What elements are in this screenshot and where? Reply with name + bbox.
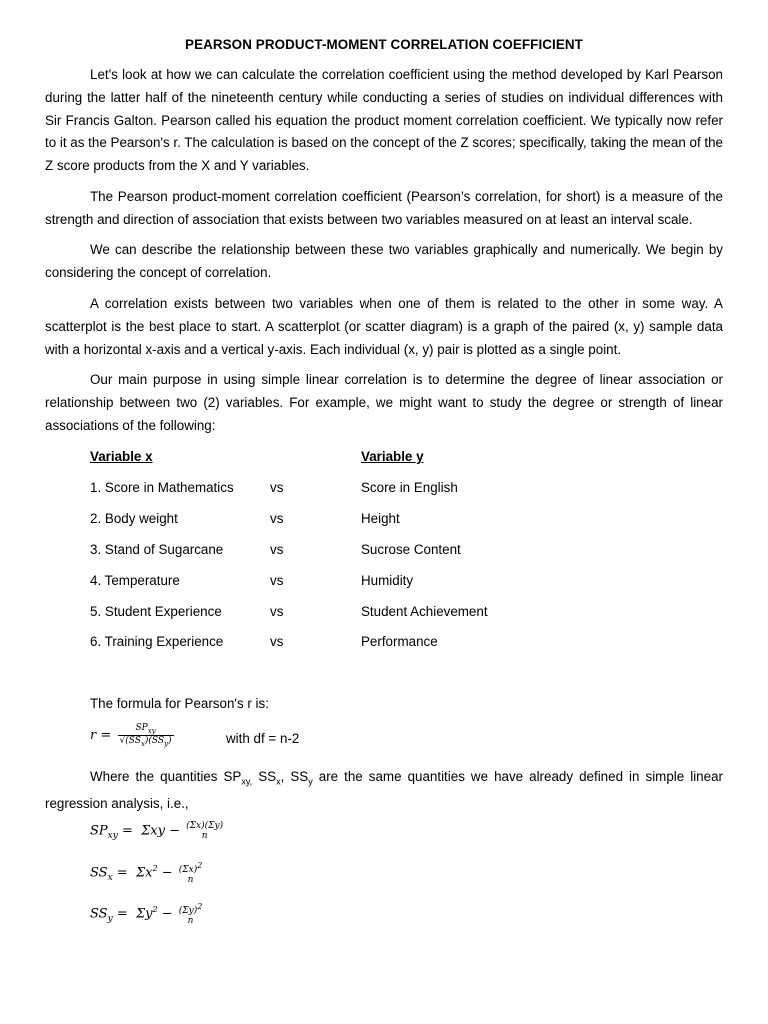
degrees-of-freedom-note: with df = n-2 (226, 731, 300, 746)
paragraph-scatterplot: A correlation exists between two variables when one of them is related to the other in some way. A scatterplot is the best place to start. A scatterplot (or scatter diagram) is a graph of the paired (x, y) sample data with a horizontal x-axis and a vertical y-axis. Each individual (x, y) pair is plotted as a single point. (45, 296, 723, 357)
table-row-x: 1. Score in Mathematics (90, 480, 234, 495)
table-row-y: Student Achievement (361, 604, 488, 619)
table-row-y: Height (361, 511, 400, 526)
paragraph-purpose: Our main purpose in using simple linear correlation is to determine the degree of linear association or relationship between two (2) variables. For example, we might want to study the degree or strength of linear associations of the following: (45, 372, 723, 433)
table-row-y: Sucrose Content (361, 542, 461, 557)
paragraph-relationship: We can describe the relationship between these two variables graphically and numerically. We begin by considering the concept of correlation. (45, 242, 723, 280)
table-row-vs: vs (270, 480, 284, 495)
table-row-vs: vs (270, 511, 284, 526)
sp-xy-formula: $SP_{xy} = \Sigma xy$ − (Σx)(Σy) n (90, 821, 224, 842)
paragraph-intro: Let's look at how we can calculate the correlation coefficient using the method developed by Karl Pearson during the latter half of the nineteenth century while conducting a series of studies on individual differences with Sir Francis Galton. Pearson called his equation the product moment correlation coefficient. We typically now refer to it as the Pearson's r. The calculation is based on the concept of the Z scores; specifically, taking the mean of the Z score products from the X and Y variables. (45, 67, 723, 174)
header-variable-x: Variable x (90, 449, 153, 464)
table-row-y: Performance (361, 634, 438, 649)
table-row-x: 5. Student Experience (90, 604, 222, 619)
table-row-vs: vs (270, 604, 284, 619)
pearson-r-formula: r = $\frac{SP_{xy}}{√(SS_x)(SS_y)}$ (90, 723, 172, 748)
table-row-y: Humidity (361, 573, 414, 588)
page-title: PEARSON PRODUCT-MOMENT CORRELATION COEFFICIENT (185, 37, 583, 52)
header-variable-y: Variable y (361, 449, 424, 464)
table-row-vs: vs (270, 542, 284, 557)
table-row-vs: vs (270, 634, 284, 649)
ss-y-formula: $SS_y = \Sigma y^2$ − $(\Sigma y)^2$ n (90, 902, 203, 926)
table-row-x: 4. Temperature (90, 573, 180, 588)
table-row-x: 6. Training Experience (90, 634, 224, 649)
paragraph-quantities: Where the quantities $SP_{xy,}$ $SS_x$, $SS_y$ are the same quantities we have already defined in simple linear regression analysis, i.e., (45, 769, 723, 812)
table-row-vs: vs (270, 573, 284, 588)
formula-intro: The formula for Pearson's r is: (90, 696, 269, 711)
table-row-x: 2. Body weight (90, 511, 178, 526)
table-row-y: Score in English (361, 480, 458, 495)
paragraph-definition: The Pearson product-moment correlation coefficient (Pearson’s correlation, for short) is a measure of the strength and direction of association that exists between two variables measured on at least an interval scale. (45, 189, 723, 227)
table-row-x: 3. Stand of Sugarcane (90, 542, 224, 557)
ss-x-formula: $SS_x = \Sigma x^2$ − $(\Sigma x)^2$ n (90, 861, 203, 885)
